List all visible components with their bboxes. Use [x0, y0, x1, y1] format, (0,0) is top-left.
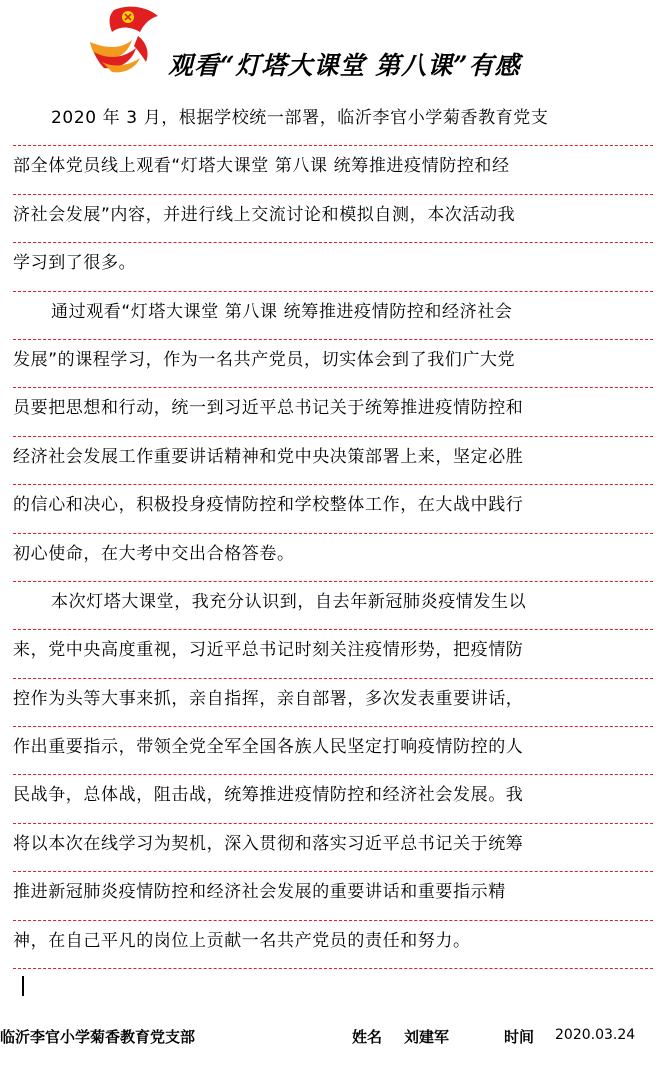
text-line: 将以本次在线学习为契机，深入贯彻和落实习近平总书记关于统筹: [13, 824, 653, 872]
text-line: 推进新冠肺炎疫情防控和经济社会发展的重要讲话和重要指示精: [13, 872, 653, 920]
date-label: 时间: [504, 1028, 535, 1046]
text-line: 济社会发展”内容，并进行线上交流讨论和模拟自测，本次活动我: [13, 195, 653, 243]
date-value: 2020.03.24: [555, 1027, 636, 1043]
text-line: 初心使命，在大考中交出合格答卷。: [13, 534, 653, 582]
name-label: 姓名: [352, 1028, 383, 1046]
text-line: 员要把思想和行动，统一到习近平总书记关于统筹推进疫情防控和: [13, 388, 653, 436]
text-line: 通过观看“灯塔大课堂 第八课 统筹推进疫情防控和经济社会: [13, 292, 653, 340]
text-line: 控作为头等大事来抓，亲自指挥，亲自部署，多次发表重要讲话，: [13, 679, 653, 727]
text-line: 部全体党员线上观看“灯塔大课堂 第八课 统筹推进疫情防控和经: [13, 146, 653, 194]
text-line: 2020 年 3 月，根据学校统一部署，临沂李官小学菊香教育党支: [13, 98, 653, 146]
text-line: 学习到了很多。: [13, 243, 653, 291]
party-flag-logo-icon: [84, 2, 162, 74]
text-line: 来，党中央高度重视，习近平总书记时刻关注疫情形势，把疫情防: [13, 630, 653, 678]
text-line: 作出重要指示，带领全党全军全国各族人民坚定打响疫情防控的人: [13, 727, 653, 775]
text-line: 的信心和决心，积极投身疫情防控和学校整体工作，在大战中践行: [13, 485, 653, 533]
text-line: 发展”的课程学习，作为一名共产党员，切实体会到了我们广大党: [13, 340, 653, 388]
text-line: 神，在自己平凡的岗位上贡献一名共产党员的责任和努力。: [13, 921, 653, 969]
body-text: [13, 98, 653, 969]
author-name: 刘建军: [404, 1028, 450, 1046]
signature-footer: [0, 1026, 660, 1050]
page-title: 观看“灯塔大课堂 第八课”有感: [168, 51, 521, 80]
text-cursor[interactable]: [22, 976, 24, 996]
text-line: 本次灯塔大课堂，我充分认识到，自去年新冠肺炎疫情发生以: [13, 582, 653, 630]
text-line: 经济社会发展工作重要讲话精神和党中央决策部署上来，坚定必胜: [13, 437, 653, 485]
text-line: 民战争，总体战，阻击战，统筹推进疫情防控和经济社会发展。我: [13, 775, 653, 823]
organization-name: 临沂李官小学菊香教育党支部: [0, 1028, 196, 1046]
